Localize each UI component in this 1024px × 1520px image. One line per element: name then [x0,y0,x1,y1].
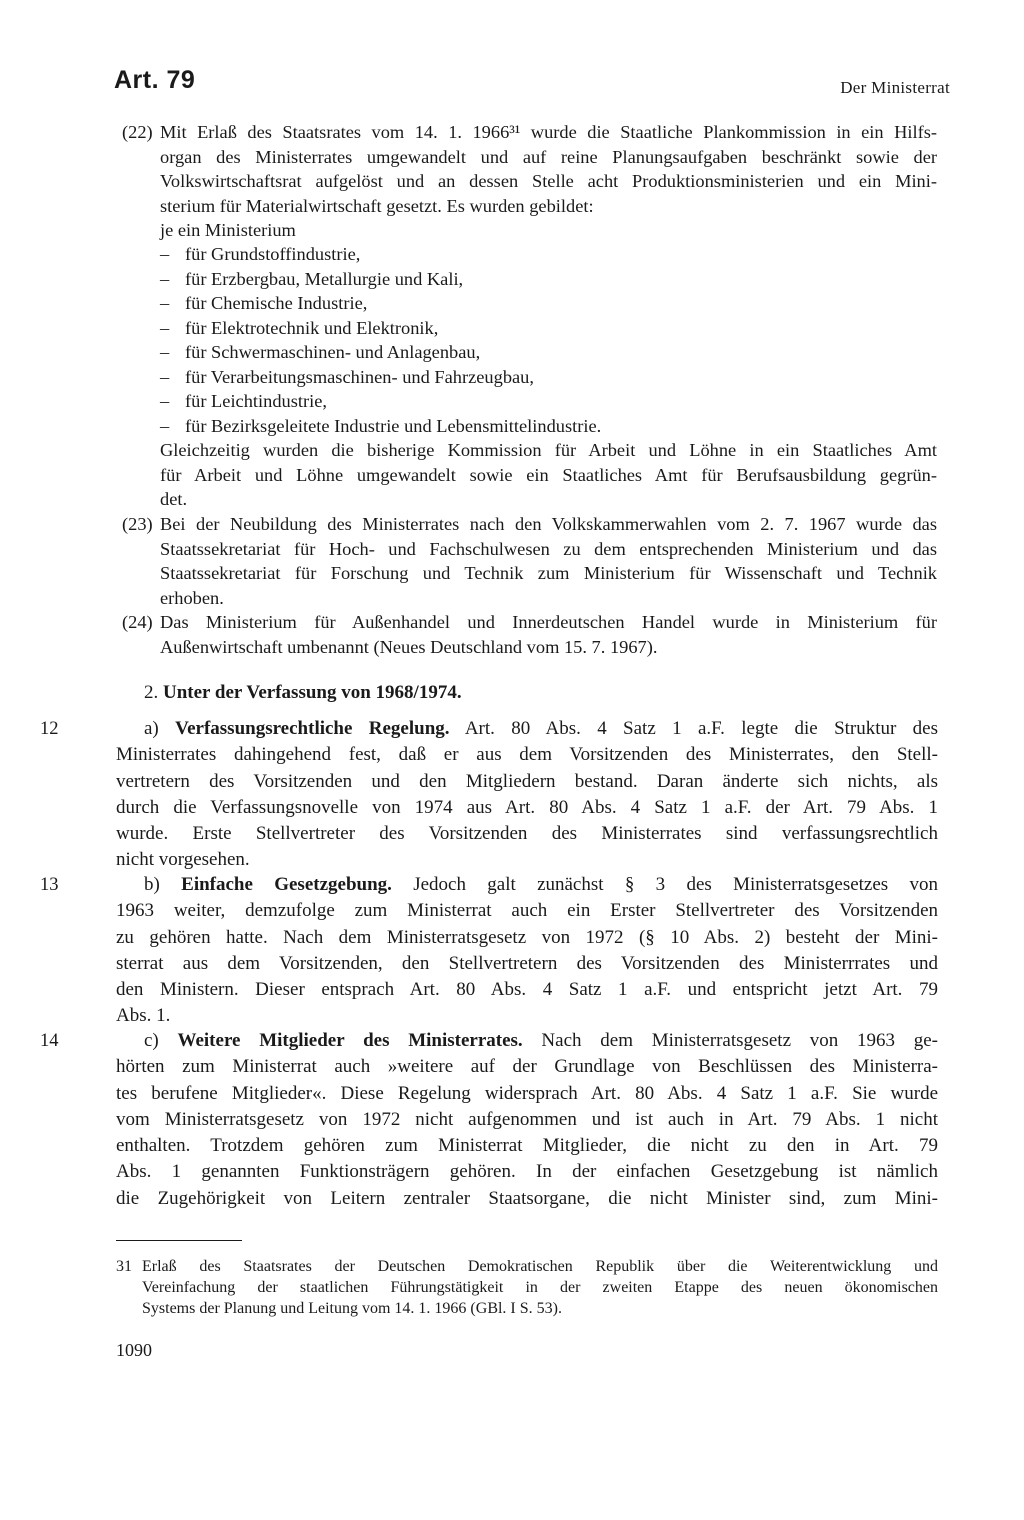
text-line: Abs. 1 genannten Funktionsträgern gehören. In der einfachen Gesetzgebung ist nämlich [116,1161,938,1183]
margin-number: 14 [40,1031,59,1051]
text-line: Das Ministerium für Außenhandel und Innerdeutschen Handel wurde in Ministerium für [160,612,937,632]
text-line: Volkswirtschaftsrat aufgelöst und an dessen Stelle acht Produktionsministerien und ein Mini- [160,171,937,191]
text-line: vom Ministerratsgesetz von 1972 nicht aufgenommen und ist auch in Art. 79 Abs. 1 nicht [116,1108,938,1130]
footnote-number: 31 [116,1258,132,1275]
footnote-rule [116,1240,242,1241]
list-item: – für Bezirksgeleitete Industrie und Lebensmittelindustrie. [160,415,602,436]
text-line: den Ministern. Dieser entsprach Art. 80 Abs. 4 Satz 1 a.F. und entspricht jetzt Art. 79 [116,979,938,1001]
text-line: Erlaß des Staatsrates der Deutschen Demokratischen Republik über die Weiterentwicklung und [142,1258,938,1275]
margin-number: 13 [40,875,59,895]
text-line: sterium für Materialwirtschaft gesetzt. Es wurden gebildet: [160,195,594,216]
footnote-31 [116,1256,938,1319]
text-line: für Arbeit und Löhne umgewandelt sowie ein Staatliches Amt für Berufsausbildung gegrün- [160,464,937,485]
text-line: Staatssekretariat für Forschung und Technik zum Ministerium für Wissenschaft und Technik [160,563,937,583]
paragraph-24 [122,610,937,659]
text-line: b) Einfache Gesetzgebung. Jedoch galt zunächst § 3 des Ministerratsgesetzes von [144,874,938,895]
list-item: – für Verarbeitungsmaschinen- und Fahrzeugbau, [160,366,534,387]
text-line: Bei der Neubildung des Ministerrates nach den Volkskammerwahlen vom 2. 7. 1967 wurde das [160,514,937,534]
text-line: nicht vorgesehen. [116,849,250,871]
text-line: det. [160,489,188,509]
paragraph-22 [122,120,937,243]
text-line: die Zugehörigkeit von Leitern zentraler Staatsorgane, die nicht Minister sind, zum Mini- [116,1187,938,1209]
text-line: Gleichzeitig wurden die bisherige Kommission für Arbeit und Löhne in ein Staatliches Amt [160,440,937,460]
text-line: Abs. 1. [116,1005,171,1027]
text-line: je ein Ministerium [160,220,296,240]
list-item: – für Leichtindustrie, [160,391,327,411]
list-item: – für Erzbergbau, Metallurgie und Kali, [160,268,464,289]
paragraph-number: (24) [122,612,153,632]
page-number: 1090 [116,1340,152,1360]
list-item: – für Chemische Industrie, [160,293,368,313]
text-line: Vereinfachung der staatlichen Führungstätigkeit in der zweiten Etappe des neuen ökonomischen [142,1279,938,1296]
paragraph-number: (22) [122,122,153,142]
list-item: – für Schwermaschinen- und Anlagenbau, [160,342,481,362]
text-line: enthalten. Trotzdem gehören zum Ministerrat Mitglieder, die nicht zu den in Art. 79 [116,1135,938,1157]
text-line: hörten zum Ministerrat auch »weitere auf der Grundlage von Beschlüssen des Ministerra- [116,1056,938,1078]
text-line: vertretern des Vorsitzenden und den Mitgliedern bestand. Daran änderte sich nichts, als [116,770,938,792]
margin-paragraph-14 [40,1028,938,1212]
running-head: Der Ministerrat [840,78,950,97]
ministry-list [160,242,940,438]
margin-paragraph-12 [40,716,939,874]
text-line: wurde. Erste Stellvertreter des Vorsitzenden des Ministerrates sind verfassungsrechtlich [116,823,938,845]
text-line: Ministerrates dahingehend fest, daß er aus dem Vorsitzenden des Ministerrates, den Stell- [116,744,938,766]
text-line: Systems der Planung und Leitung vom 14. 1. 1966 (GBl. I S. 53). [142,1300,562,1317]
list-item: – für Grundstoffindustrie, [160,244,361,264]
article-label: Art. 79 [114,66,196,94]
text-line: c) Weitere Mitglieder des Ministerrates. Nach dem Ministerratsgesetz von 1963 ge- [144,1030,938,1051]
text-line: organ des Ministerrates umgewandelt und auf reine Planungsaufgaben beschränkt sowie der [160,146,937,167]
paragraph-number: (23) [122,514,153,534]
text-line: Außenwirtschaft umbenannt (Neues Deutschland vom 15. 7. 1967). [160,636,658,657]
text-line: zu gehören hatte. Nach dem Ministerratsgesetz von 1972 (§ 10 Abs. 2) besteht der Mini- [116,926,938,948]
paragraph-22-continued [160,438,937,512]
text-line: durch die Verfassungsnovelle von 1974 aus Art. 80 Abs. 4 Satz 1 a.F. der Art. 79 Abs. 1 [116,796,938,818]
margin-paragraph-13 [40,872,938,1030]
text-line: Mit Erlaß des Staatsrates vom 14. 1. 1966³¹ wurde die Staatliche Plankommission in ein Hilfs- [160,122,937,142]
text-line: Staatssekretariat für Hoch- und Fachschulwesen zu dem entsprechenden Ministerium und das [160,538,937,559]
text-line: a) Verfassungsrechtliche Regelung. Art. 80 Abs. 4 Satz 1 a.F. legte die Struktur des [144,718,939,739]
paragraph-23 [122,512,937,610]
list-item: – für Elektrotechnik und Elektronik, [160,317,439,338]
text-line: tes berufene Mitglieder«. Diese Regelung widersprach Art. 80 Abs. 4 Satz 1 a.F. Sie wurde [116,1082,938,1104]
section-heading: 2. Unter der Verfassung von 1968/1974. [144,682,462,703]
text-line: sterrat aus dem Vorsitzenden, den Stellvertretern des Vorsitzenden des Ministerrrates und [116,952,938,974]
text-line: erhoben. [160,587,224,608]
text-line: 1963 weiter, demzufolge zum Ministerrat auch ein Erster Stellvertreter des Vorsitzenden [116,900,938,922]
margin-number: 12 [40,719,59,739]
